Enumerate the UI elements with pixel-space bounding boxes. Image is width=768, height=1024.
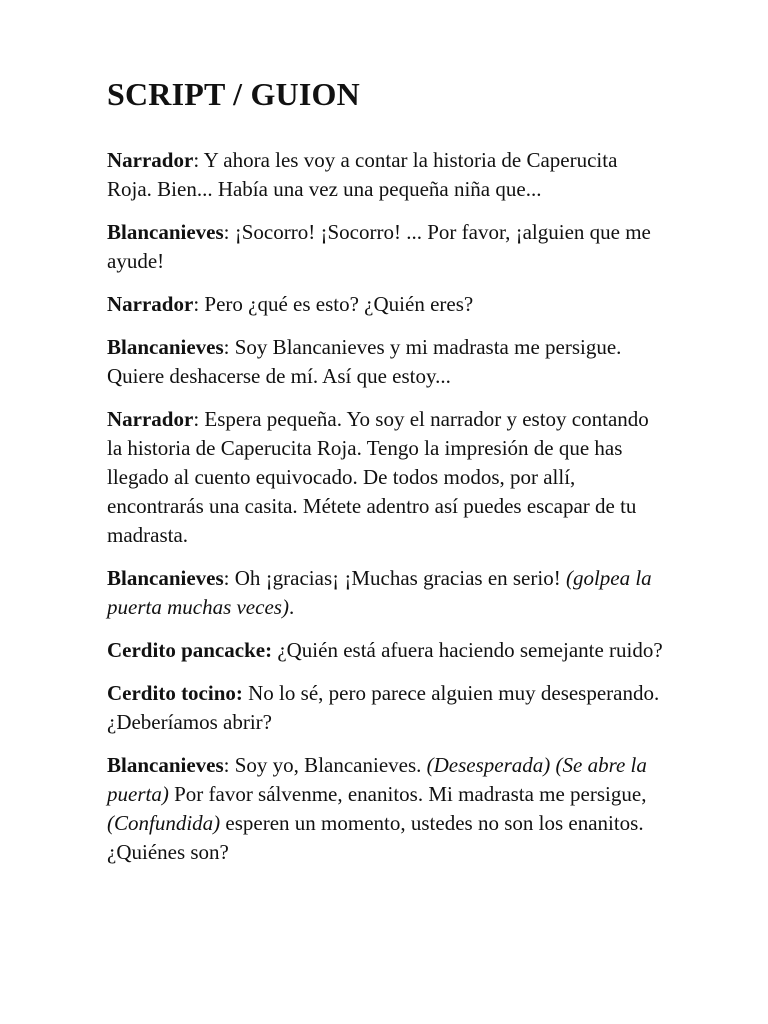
script-page [107, 74, 667, 881]
speaker-name: Narrador [107, 148, 194, 172]
dialogue-text: : Soy yo, Blancanieves. [223, 753, 427, 777]
script-body [107, 146, 667, 867]
dialogue-line [107, 218, 667, 276]
page-title: SCRIPT / GUION [107, 76, 360, 112]
dialogue-text: : ¡Socorro! ¡Socorro! ... Por favor, ¡alguien que me ayude! [107, 220, 651, 273]
dialogue-line [107, 751, 667, 867]
dialogue-text: Por favor sálvenme, enanitos. Mi madrasta me persigue, [168, 782, 647, 806]
dialogue-text: : Oh ¡gracias¡ ¡Muchas gracias en serio! [223, 566, 566, 590]
stage-direction: (Desesperada) (Se abre la puerta) [107, 753, 647, 806]
dialogue-text: . [288, 595, 295, 619]
dialogue-text: : Espera pequeña. Yo soy el narrador y estoy contando la historia de Caperucita Roja. Tengo la impresión de que has llegado al cuento equivocado. De todos modos, por allí, encontrarás una casita. Métete adentro así puedes escapar de tu madrasta. [107, 407, 649, 547]
dialogue-text: esperen un momento, ustedes no son los enanitos. ¿Quiénes son? [107, 811, 644, 864]
speaker-name: Narrador [107, 292, 194, 316]
dialogue-line [107, 405, 667, 550]
stage-direction: (Confundida) [107, 811, 221, 835]
speaker-name: Narrador [107, 407, 194, 431]
speaker-name: Blancanieves [107, 566, 224, 590]
dialogue-line [107, 564, 667, 622]
dialogue-line [107, 146, 667, 204]
speaker-name: Blancanieves [107, 753, 224, 777]
dialogue-line [107, 679, 667, 737]
speaker-name: Blancanieves [107, 220, 224, 244]
dialogue-text: No lo sé, pero parece alguien muy desesperando. ¿Deberíamos abrir? [107, 681, 660, 734]
dialogue-line [107, 290, 667, 319]
dialogue-text: ¿Quién está afuera haciendo semejante ruido? [272, 638, 663, 662]
stage-direction: (golpea la puerta muchas veces) [107, 566, 652, 619]
speaker-name: Cerdito pancacke: [107, 638, 273, 662]
speaker-name: Blancanieves [107, 335, 224, 359]
speaker-name: Cerdito tocino: [107, 681, 243, 705]
dialogue-line [107, 333, 667, 391]
dialogue-text: : Pero ¿qué es esto? ¿Quién eres? [193, 292, 474, 316]
dialogue-line [107, 636, 667, 665]
dialogue-text: : Soy Blancanieves y mi madrasta me persigue. Quiere deshacerse de mí. Así que estoy... [107, 335, 622, 388]
dialogue-text: : Y ahora les voy a contar la historia de Caperucita Roja. Bien... Había una vez una pequeña niña que... [107, 148, 618, 201]
